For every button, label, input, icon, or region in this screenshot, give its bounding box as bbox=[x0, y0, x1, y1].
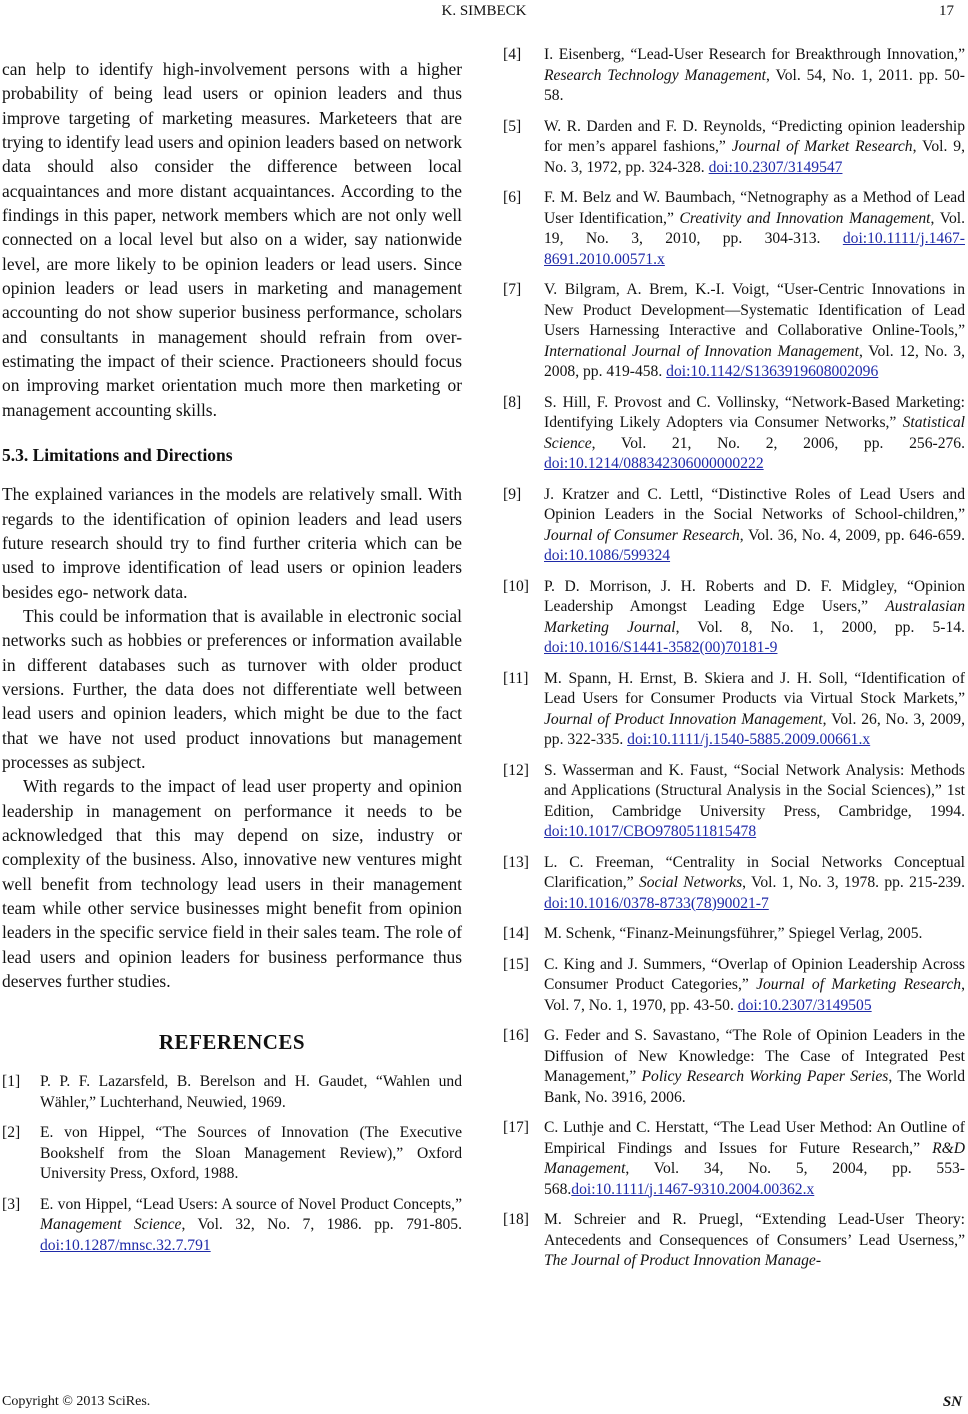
reference-number: [10] bbox=[503, 577, 529, 595]
reference-journal: Statistical Science bbox=[544, 414, 965, 452]
body-paragraph: This could be information that is available in electronic social networks such as hobbies or preferences or information available in different databases such as turnover with older product versions. Further, the data does not differentiate well between lead users and opinion leaders, which might be due to the fact that we have not used product innovations but management processes as subject. bbox=[2, 605, 462, 772]
reference-journal: The Journal of Product Innovation Manage- bbox=[544, 1252, 822, 1269]
reference-text: S. Hill, F. Provost and C. Vollinsky, “Network-Based Marketing: Identifying Likely Adopters via Consumer Networks,” bbox=[544, 393, 965, 431]
doi-link[interactable]: doi:10.1142/S1363919608002096 bbox=[666, 363, 879, 380]
reference-item bbox=[503, 393, 965, 475]
reference-list-left bbox=[2, 1072, 462, 1256]
reference-item bbox=[503, 188, 965, 270]
reference-details: , Vol. 26, No. 3, 2009, pp. 322-335. bbox=[544, 710, 965, 748]
reference-number: [7] bbox=[503, 281, 522, 298]
reference-number: [15] bbox=[503, 955, 529, 973]
doi-link[interactable]: doi:10.1017/CBO9780511815478 bbox=[544, 823, 757, 840]
reference-number: [6] bbox=[503, 189, 522, 206]
reference-details: , Vol. 7, No. 1, 1970, pp. 43-50. bbox=[544, 976, 965, 1014]
reference-details: , Vol. 36, No. 4, 2009, pp. 646-659. bbox=[739, 526, 966, 544]
reference-list-right bbox=[503, 45, 965, 1272]
reference-number: [9] bbox=[503, 485, 522, 503]
footer-copyright: Copyright © 2013 SciRes. bbox=[2, 1394, 151, 1409]
reference-item bbox=[503, 1026, 965, 1108]
doi-link[interactable]: doi:10.2307/3149547 bbox=[708, 158, 843, 176]
reference-item bbox=[503, 924, 965, 945]
page-number: 17 bbox=[939, 3, 954, 19]
reference-item bbox=[503, 117, 965, 179]
reference-item bbox=[503, 1210, 965, 1272]
reference-text: F. M. Belz and W. Baumbach, “Netnography as a Method of Lead User Identification,” bbox=[544, 189, 965, 227]
reference-details: , Vol. 12, No. 3, 2008, pp. 419-458. bbox=[544, 342, 965, 380]
reference-text: G. Feder and S. Savastano, “The Role of Opinion Leaders in the Diffusion of New Knowledge: The Case of Integrated Pest Management,” bbox=[544, 1027, 965, 1085]
reference-details: , The World Bank, No. 3916, 2006. bbox=[544, 1068, 966, 1106]
reference-text: P. P. F. Lazarsfeld, B. Berelson and H. Gaudet, “Wahlen und Wähler,” Luchterhand, Neuwied, 1969. bbox=[40, 1073, 462, 1111]
reference-number: [5] bbox=[503, 117, 522, 135]
reference-journal: Management Science bbox=[40, 1216, 182, 1234]
reference-details: , Vol. 21, No. 2, 2006, pp. 256-276. bbox=[591, 434, 965, 452]
reference-number: [18] bbox=[503, 1211, 529, 1228]
doi-link[interactable]: doi:10.1214/088342306000000222 bbox=[544, 455, 764, 472]
reference-number: [13] bbox=[503, 853, 529, 871]
reference-text: C. Luthje and C. Herstatt, “The Lead User Method: An Outline of Empirical Findings and Issues for Future Research,” bbox=[544, 1119, 965, 1157]
reference-journal: Research Technology Management bbox=[544, 66, 766, 84]
reference-number: [16] bbox=[503, 1027, 529, 1044]
reference-details: , Vol. 34, No. 5, 2004, pp. 553-568. bbox=[544, 1160, 965, 1198]
reference-text: M. Schreier and R. Pruegl, “Extending Lead-User Theory: Antecedents and Consequences of Consumers’ Lead Userness,” bbox=[544, 1211, 965, 1249]
reference-journal: Journal of Consumer Research bbox=[544, 526, 740, 544]
doi-link[interactable]: doi:10.1016/S1441-3582(00)70181-9 bbox=[544, 639, 778, 656]
reference-details: , Vol. 9, No. 3, 1972, pp. 324-328. bbox=[544, 138, 966, 176]
reference-item bbox=[503, 45, 965, 107]
reference-text: E. von Hippel, “The Sources of Innovation (The Executive Bookshelf from the Sloan Management Review),” Oxford University Press, Oxford, 1988. bbox=[40, 1124, 462, 1183]
reference-item bbox=[503, 280, 965, 383]
reference-text: P. D. Morrison, J. H. Roberts and D. F. Midgley, “Opinion Leadership Amongst Leading Edge Users,” bbox=[544, 577, 965, 615]
reference-journal: Policy Research Working Paper Series bbox=[641, 1068, 889, 1085]
body-paragraph: can help to identify high-involvement persons with a higher probability of being lead users or opinion leaders and thus improve targeting of marketing measures. Marketeers that are trying to identify lead users and opinion leaders based on network data should also consider the difference between local acquaintances and more distant acquaintances. According to the findings in this paper, network members which are not only well connected on a local level but also on a wider, say nationwide level, are more likely to be opinion leaders or lead users. Since opinion leaders or lead users in marketing and management accounting do not show superior business performance, scholars and consultants in management should refrain from over-estimating the impact of their science. Practioneers should focus on improving market orientation much more then marketing or management accounting skills. bbox=[2, 59, 462, 420]
reference-item bbox=[503, 1118, 965, 1200]
reference-journal: Journal of Marketing Research bbox=[756, 976, 962, 993]
reference-number: [1] bbox=[2, 1073, 21, 1091]
reference-journal: Australasian Marketing Journal bbox=[544, 598, 965, 636]
reference-text: C. King and J. Summers, “Overlap of Opinion Leadership Across Consumer Product Categories,” bbox=[544, 955, 965, 993]
body-paragraph: With regards to the impact of lead user property and opinion leadership in management on performance it needs to be acknowledged that this may depend on size, industry or complexity of the business. Also, innovative new ventures might well benefit from technology lead users in their management team while other service businesses might benefit from opinion leaders in the specific service field in their sales team. The role of lead users and opinion leaders for business performance thus deserves further studies. bbox=[2, 776, 462, 992]
reference-item bbox=[503, 853, 965, 915]
reference-number: [4] bbox=[503, 46, 522, 63]
reference-journal: Journal of Product Innovation Management bbox=[544, 710, 823, 728]
doi-link[interactable]: doi:10.1287/mnsc.32.7.791 bbox=[40, 1236, 211, 1254]
doi-link[interactable]: doi:10.1111/j.1467-9310.2004.00362.x bbox=[571, 1180, 815, 1198]
reference-number: [14] bbox=[503, 925, 529, 942]
reference-details: , Vol. 1, No. 3, 1978. pp. 215-239. bbox=[742, 874, 965, 891]
reference-item bbox=[2, 1195, 462, 1257]
reference-details: , Vol. 54, No. 1, 2011. pp. 50-58. bbox=[544, 66, 965, 104]
reference-text: J. Kratzer and C. Lettl, “Distinctive Roles of Lead Users and Opinion Leaders in the Social Networks of School-children,” bbox=[544, 485, 965, 523]
reference-item bbox=[503, 577, 965, 659]
doi-link[interactable]: doi:10.2307/3149505 bbox=[737, 996, 872, 1014]
reference-item bbox=[503, 485, 965, 567]
reference-text: M. Spann, H. Ernst, B. Skiera and J. H. Soll, “Identification of Lead Users for Consumer Products via Virtual Stock Markets,” bbox=[544, 669, 965, 707]
reference-item bbox=[503, 761, 965, 843]
doi-link[interactable]: doi:10.1016/0378-8733(78)90021-7 bbox=[544, 894, 769, 912]
body-paragraph: The explained variances in the models are relatively small. With regards to the identification of opinion leaders and lead users future research should try to find further criteria which can be used to improve identification of lead users or opinion leaders besides ego- network data. bbox=[2, 484, 462, 602]
reference-text: S. Wasserman and K. Faust, “Social Network Analysis: Methods and Applications (Structural Analysis in the Social Sciences),” 1st Edition, Cambridge University Press, Cambridge, 1994. bbox=[544, 761, 965, 820]
running-header-author: K. SIMBECK bbox=[441, 3, 527, 19]
reference-journal: Social Networks bbox=[638, 874, 743, 891]
reference-number: [8] bbox=[503, 393, 522, 411]
left-column bbox=[2, 57, 462, 1266]
reference-item bbox=[503, 955, 965, 1017]
reference-text: V. Bilgram, A. Brem, K.-I. Voigt, “User-Centric Innovations in New Product Development—Systematic Identification of Lead Users Harnessing Interactive and Collaborative Online-Tools,” bbox=[544, 281, 965, 339]
reference-number: [12] bbox=[503, 761, 529, 779]
reference-journal: International Journal of Innovation Management bbox=[544, 342, 859, 360]
doi-link[interactable]: doi:10.1111/j.1540-5885.2009.00661.x bbox=[627, 731, 871, 748]
section-heading: 5.3. Limitations and Directions bbox=[2, 445, 233, 466]
reference-journal: Creativity and Innovation Management bbox=[679, 209, 931, 227]
doi-link[interactable]: doi:10.1111/j.1467-8691.2010.00571.x bbox=[544, 230, 965, 268]
reference-item bbox=[503, 669, 965, 751]
reference-text: M. Schenk, “Finanz-Meinungsführer,” Spiegel Verlag, 2005. bbox=[544, 925, 923, 942]
doi-link[interactable]: doi:10.1086/599324 bbox=[544, 547, 671, 564]
references-heading: REFERENCES bbox=[158, 1030, 306, 1055]
reference-journal: Journal of Market Research bbox=[731, 138, 913, 155]
reference-text: L. C. Freeman, “Centrality in Social Networks Conceptual Clarification,” bbox=[544, 853, 965, 891]
reference-journal: R&D Management bbox=[544, 1139, 965, 1177]
reference-details: , Vol. 32, No. 7, 1986. pp. 791-805. bbox=[181, 1216, 463, 1234]
reference-item bbox=[2, 1123, 462, 1185]
reference-text: I. Eisenberg, “Lead-User Research for Breakthrough Innovation,” bbox=[544, 46, 965, 63]
reference-text: E. von Hippel, “Lead Users: A source of Novel Product Concepts,” bbox=[40, 1195, 462, 1213]
reference-number: [3] bbox=[2, 1195, 21, 1213]
reference-number: [17] bbox=[503, 1119, 529, 1136]
footer-journal-abbrev: SN bbox=[942, 1394, 962, 1410]
reference-details: , Vol. 19, No. 3, 2010, pp. 304-313. bbox=[544, 209, 966, 247]
reference-number: [11] bbox=[503, 669, 529, 687]
reference-text: W. R. Darden and F. D. Reynolds, “Predicting opinion leadership for men’s apparel fashions,” bbox=[544, 117, 965, 155]
reference-item bbox=[2, 1072, 462, 1113]
reference-details: , Vol. 8, No. 1, 2000, pp. 5-14. bbox=[675, 618, 965, 636]
right-column bbox=[503, 45, 965, 1282]
reference-number: [2] bbox=[2, 1124, 21, 1142]
